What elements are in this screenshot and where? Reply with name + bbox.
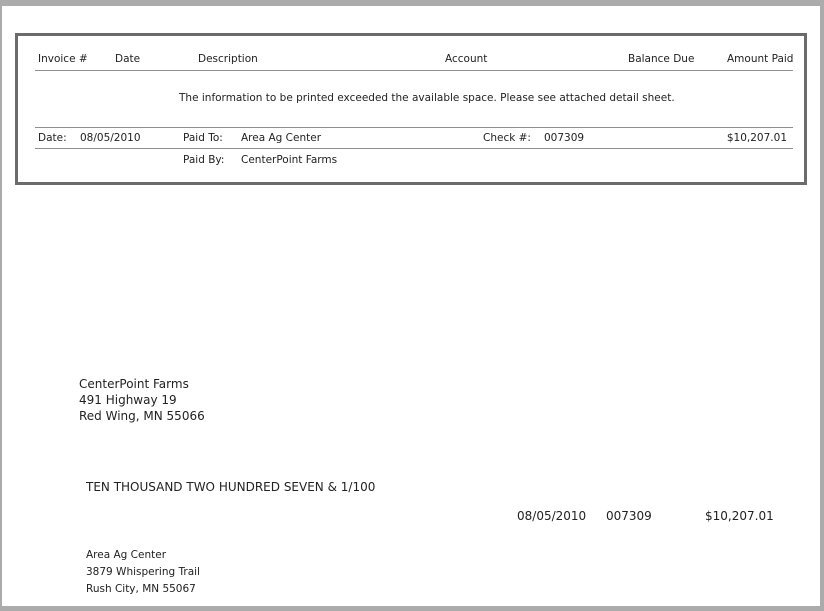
header-date: Date bbox=[115, 53, 141, 65]
paid-to-label: Paid To: bbox=[183, 132, 223, 144]
check-stub bbox=[15, 33, 807, 185]
paid-by-value: CenterPoint Farms bbox=[241, 154, 338, 166]
payee-city-state-zip: Rush City, MN 55067 bbox=[86, 583, 196, 595]
summary-divider-bottom bbox=[35, 148, 793, 149]
paid-to-value: Area Ag Center bbox=[241, 132, 322, 144]
header-invoice: Invoice # bbox=[38, 53, 88, 65]
overflow-notice: The information to be printed exceeded the available space. Please see attached detail sheet. bbox=[179, 92, 675, 104]
summary-divider-top bbox=[35, 127, 793, 128]
amount-in-words: TEN THOUSAND TWO HUNDRED SEVEN & 1/100 bbox=[86, 480, 376, 494]
check-date: 08/05/2010 bbox=[517, 509, 587, 523]
header-balance-due: Balance Due bbox=[628, 53, 695, 65]
header-amount-paid: Amount Paid bbox=[727, 53, 794, 65]
payee-street: 3879 Whispering Trail bbox=[86, 566, 200, 578]
check-number-label: Check #: bbox=[483, 132, 531, 144]
payer-city-state-zip: Red Wing, MN 55066 bbox=[79, 409, 205, 423]
check-amount: $10,207.01 bbox=[705, 509, 774, 523]
check-page bbox=[2, 6, 820, 606]
check-number-value: 007309 bbox=[544, 132, 585, 144]
header-divider bbox=[35, 70, 793, 71]
payer-street: 491 Highway 19 bbox=[79, 393, 177, 407]
payer-name: CenterPoint Farms bbox=[79, 377, 189, 391]
paid-by-label: Paid By: bbox=[183, 154, 225, 166]
date-value: 08/05/2010 bbox=[80, 132, 141, 144]
header-description: Description bbox=[198, 53, 258, 65]
check-number: 007309 bbox=[606, 509, 652, 523]
payee-name: Area Ag Center bbox=[86, 549, 167, 561]
stub-total: $10,207.01 bbox=[726, 132, 787, 144]
header-account: Account bbox=[445, 53, 488, 65]
date-label: Date: bbox=[38, 132, 67, 144]
